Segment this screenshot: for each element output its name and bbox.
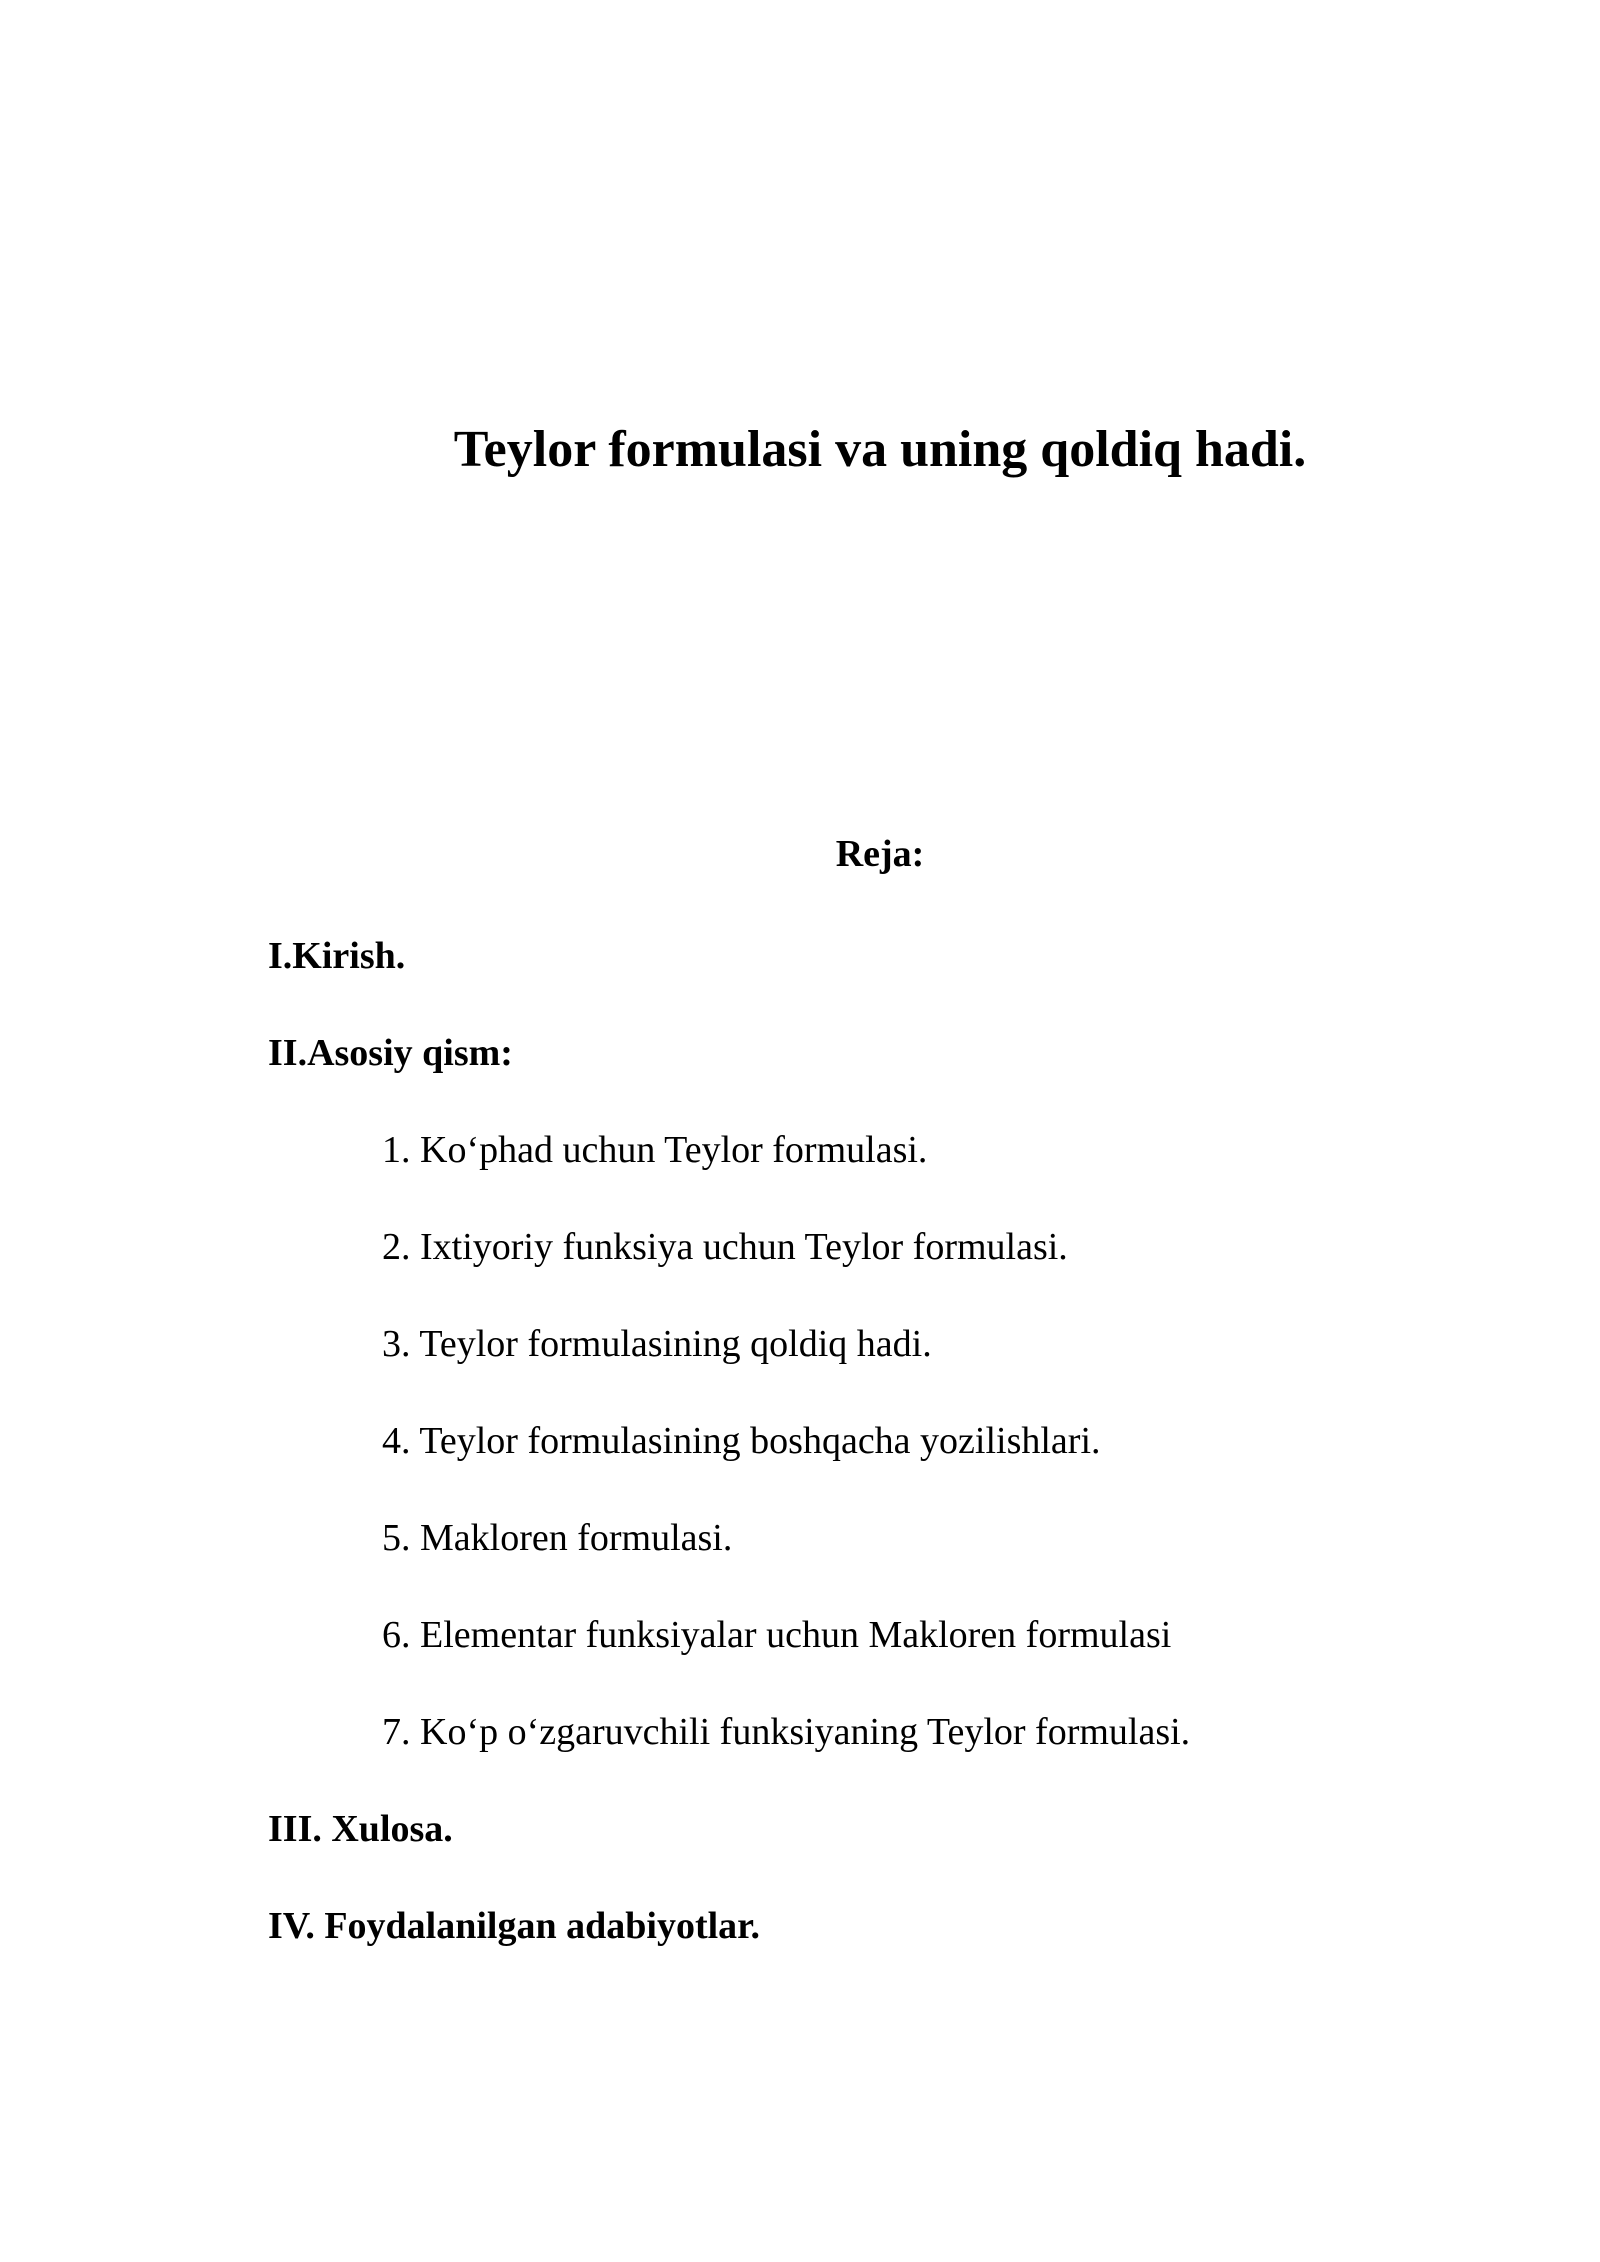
plan-item-number: 1 . bbox=[382, 1129, 420, 1171]
plan-item-2 bbox=[382, 1225, 1068, 1269]
plan-item-1 bbox=[382, 1128, 927, 1172]
plan-item-text: Ko‘phad uchun Teylor formulasi. bbox=[420, 1129, 928, 1171]
section-intro: I.Kirish. bbox=[268, 935, 406, 977]
plan-item-7 bbox=[382, 1710, 1190, 1754]
document-title: Teylor formulasi va uning qoldiq hadi. bbox=[453, 421, 1307, 478]
plan-item-6 bbox=[382, 1613, 1171, 1657]
plan-item-number: 4 . bbox=[382, 1420, 419, 1462]
plan-item-text: Teylor formulasining boshqacha yozilishlari. bbox=[419, 1420, 1101, 1462]
plan-item-3 bbox=[382, 1322, 932, 1366]
section-conclusion: III. Xulosa. bbox=[268, 1808, 453, 1850]
plan-item-text: Ixtiyoriy funksiya uchun Teylor formulasi. bbox=[420, 1226, 1068, 1268]
plan-item-text: Ko‘p o‘zgaruvchili funksiyaning Teylor formulasi. bbox=[420, 1711, 1191, 1753]
plan-item-number: 5 . bbox=[382, 1517, 420, 1559]
plan-item-text: Elementar funksiyalar uchun Makloren formulasi bbox=[420, 1614, 1172, 1656]
plan-item-4 bbox=[382, 1419, 1101, 1463]
plan-item-5 bbox=[382, 1516, 732, 1560]
plan-heading: Reja: bbox=[835, 833, 925, 875]
section-references: IV. Foydalanilgan adabiyotlar. bbox=[268, 1905, 761, 1947]
plan-item-number: 6 . bbox=[382, 1614, 420, 1656]
plan-item-number: 3 . bbox=[382, 1323, 419, 1365]
plan-item-number: 2 . bbox=[382, 1226, 420, 1268]
plan-item-number: 7 . bbox=[382, 1711, 420, 1753]
plan-item-text: Makloren formulasi. bbox=[420, 1517, 733, 1559]
section-main: II.Asosiy qism: bbox=[268, 1032, 513, 1074]
plan-item-text: Teylor formulasining qoldiq hadi. bbox=[419, 1323, 932, 1365]
